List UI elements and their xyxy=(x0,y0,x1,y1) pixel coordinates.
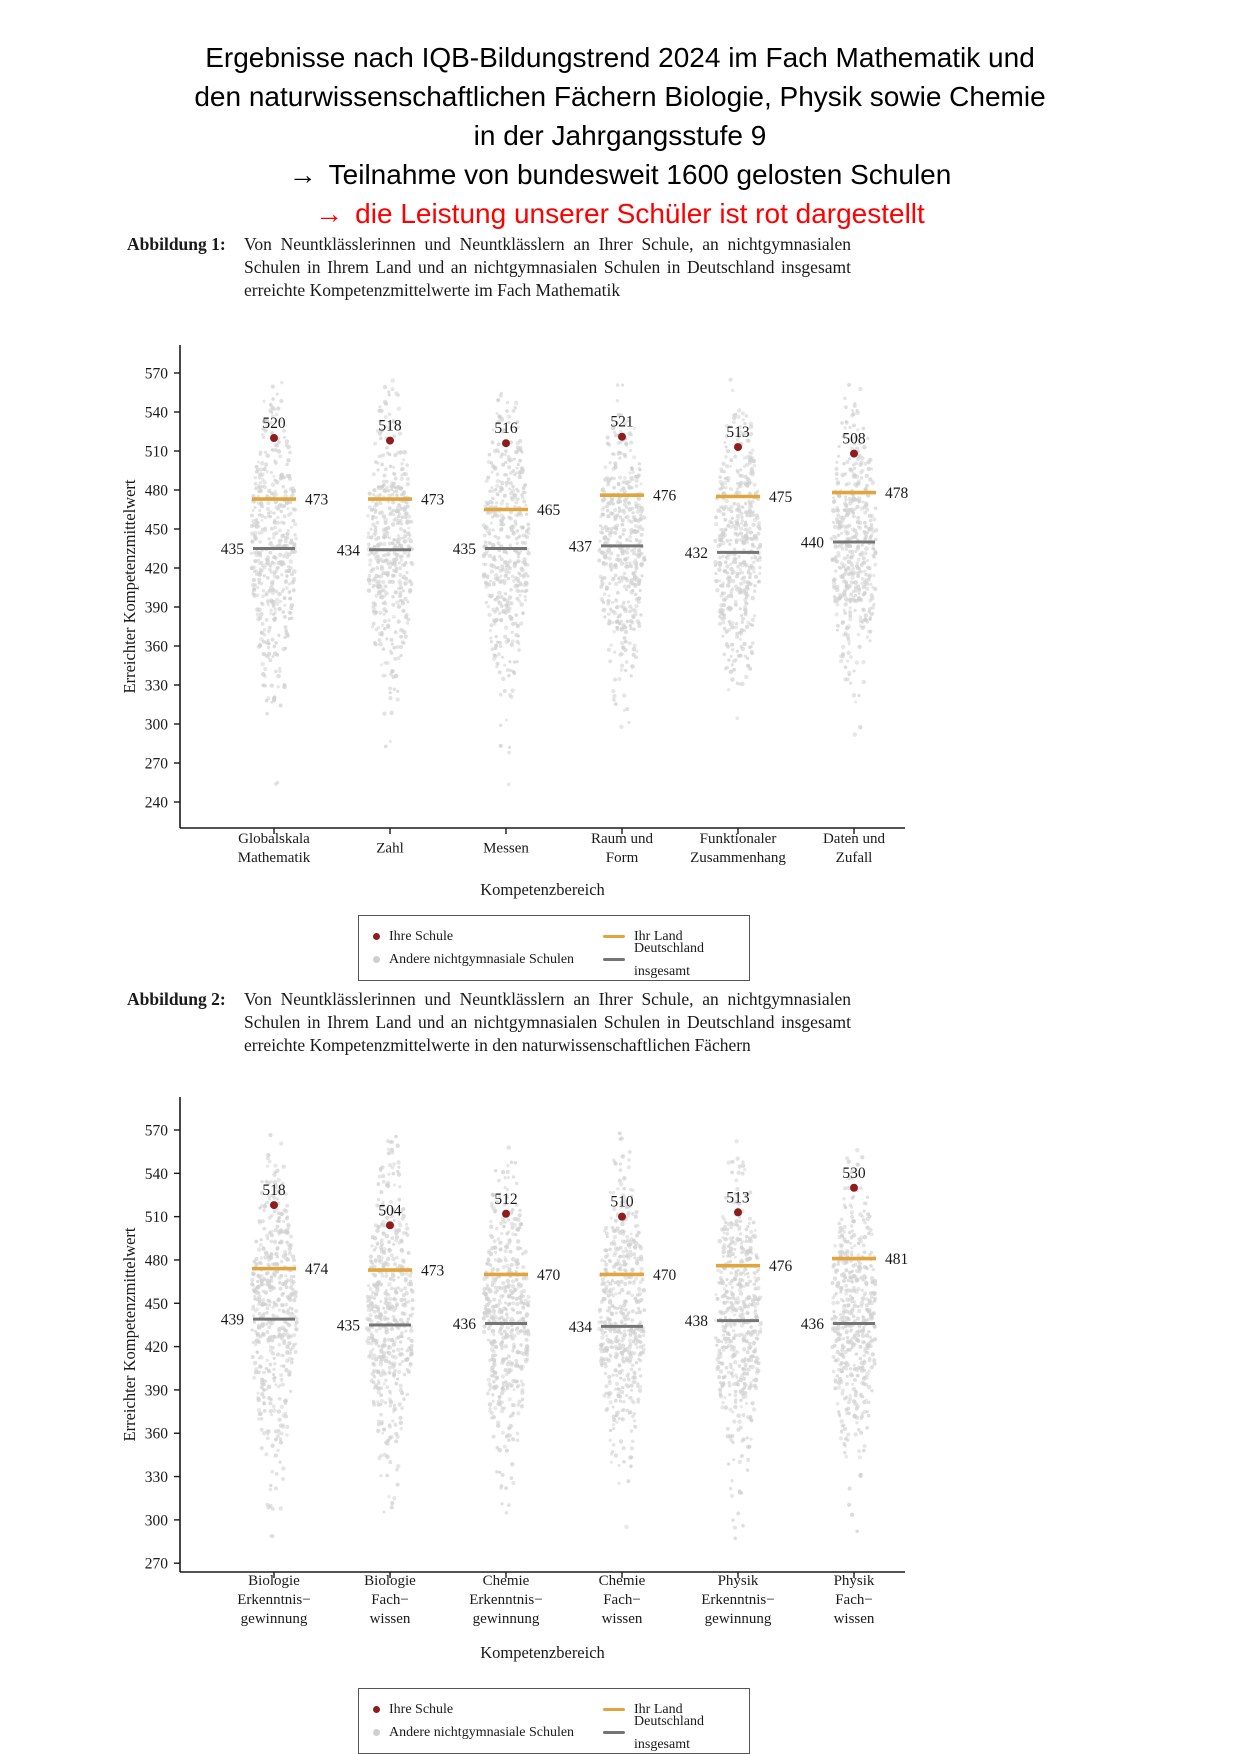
land-mean-label: 473 xyxy=(305,491,329,509)
school-mean-dot xyxy=(618,433,626,441)
germany-mean-label: 434 xyxy=(336,542,360,560)
land-mean-label: 478 xyxy=(885,485,909,503)
page-title-line-2: den naturwissenschaftlichen Fächern Biologie, Physik sowie Chemie xyxy=(194,81,1046,112)
germany-line-icon xyxy=(603,958,625,962)
y-tick-label: 420 xyxy=(144,560,168,578)
y-tick-label: 570 xyxy=(144,1122,168,1140)
beeswarm-3 xyxy=(597,1131,646,1529)
school-mean-dot xyxy=(850,1184,858,1192)
germany-mean-label: 436 xyxy=(452,1315,476,1333)
legend-label: Ihr Land xyxy=(634,929,683,944)
y-tick-label: 570 xyxy=(144,365,168,383)
legend-label: Andere nichtgymnasiale Schulen xyxy=(389,952,575,967)
legend-column xyxy=(603,1698,737,1752)
y-tick-label: 390 xyxy=(144,599,168,617)
y-tick-label: 270 xyxy=(144,1555,168,1573)
note-participation xyxy=(0,155,1240,194)
land-mean-label: 474 xyxy=(305,1261,329,1279)
school-mean-dot xyxy=(502,439,510,447)
x-category-label: Chemie Erkenntnis− gewinnung xyxy=(469,1573,543,1627)
page-title-line-3: in der Jahrgangsstufe 9 xyxy=(473,120,767,151)
legend-column xyxy=(373,1698,603,1744)
y-tick-label: 300 xyxy=(144,716,168,734)
germany-mean-label: 438 xyxy=(684,1313,708,1331)
germany-mean-label: 435 xyxy=(220,541,244,558)
y-tick-label: 510 xyxy=(144,1209,168,1227)
germany-mean-label: 432 xyxy=(684,544,708,562)
legend-item-germany xyxy=(603,940,737,979)
figure2-label: Abbildung 2: xyxy=(127,989,226,1009)
school-mean-label: 518 xyxy=(262,1182,286,1200)
legend-item-others xyxy=(373,1721,603,1744)
x-category-label: Physik Erkenntnis− gewinnung xyxy=(701,1573,775,1627)
x-category-label: Messen xyxy=(483,840,529,857)
y-tick-label: 540 xyxy=(144,1165,168,1183)
beeswarm-2 xyxy=(482,392,531,787)
legend-label: Deutschland insgesamt xyxy=(634,1713,704,1752)
x-category-label: Globalskala Mathematik xyxy=(237,831,311,866)
legend-label: Ihre Schule xyxy=(389,1702,454,1717)
beeswarm-5 xyxy=(830,1148,877,1533)
others-dot-icon xyxy=(373,956,380,963)
school-dot-icon xyxy=(373,933,380,940)
land-line-icon xyxy=(603,935,625,939)
note-participation-text: Teilnahme von bundesweit 1600 gelosten Schulen xyxy=(328,159,952,190)
school-mean-label: 530 xyxy=(842,1164,866,1182)
school-mean-dot xyxy=(270,434,278,442)
page-header xyxy=(0,38,1240,233)
y-tick-label: 540 xyxy=(144,404,168,422)
land-mean-label: 481 xyxy=(885,1251,909,1269)
note-red-highlight xyxy=(0,194,1240,233)
legend-label: Ihr Land xyxy=(634,1702,683,1717)
legend-item-germany xyxy=(603,1713,737,1752)
y-tick-label: 480 xyxy=(144,1252,168,1270)
y-tick-label: 270 xyxy=(144,755,168,773)
x-category-label: Daten und Zufall xyxy=(822,831,886,866)
y-tick-label: 300 xyxy=(144,1512,168,1530)
y-tick-label: 510 xyxy=(144,443,168,461)
legend-label: Deutschland insgesamt xyxy=(634,940,704,979)
school-mean-dot xyxy=(270,1201,278,1209)
y-tick-label: 360 xyxy=(144,1425,168,1443)
y-tick-label: 330 xyxy=(144,677,168,695)
legend-label: Ihre Schule xyxy=(389,929,454,944)
math-competence-chart xyxy=(95,330,975,915)
chart1-legend xyxy=(358,915,750,981)
x-axis-title: Kompetenzbereich xyxy=(480,1643,605,1662)
x-category-label: Biologie Erkenntnis− gewinnung xyxy=(237,1573,311,1627)
school-mean-dot xyxy=(850,450,858,458)
school-mean-dot xyxy=(386,437,394,445)
figure1-caption xyxy=(127,233,851,302)
y-tick-label: 450 xyxy=(144,1295,168,1313)
note-red-text: die Leistung unserer Schüler ist rot dargestellt xyxy=(355,198,925,229)
x-axis-title: Kompetenzbereich xyxy=(480,880,605,899)
page-title-line-1: Ergebnisse nach IQB-Bildungstrend 2024 im Fach Mathematik und xyxy=(205,42,1035,73)
y-tick-label: 450 xyxy=(144,521,168,539)
x-category-label: Physik Fach− wissen xyxy=(833,1573,875,1627)
land-mean-label: 470 xyxy=(653,1266,677,1284)
land-mean-label: 475 xyxy=(769,489,793,506)
x-category-label: Biologie Fach− wissen xyxy=(364,1573,416,1627)
school-mean-label: 518 xyxy=(378,417,402,435)
land-mean-label: 473 xyxy=(421,491,445,509)
germany-mean-label: 435 xyxy=(452,541,476,558)
germany-line-icon xyxy=(603,1731,625,1735)
legend-item-school xyxy=(373,1698,603,1721)
figure1-label: Abbildung 1: xyxy=(127,234,226,254)
legend-column xyxy=(373,925,603,971)
land-line-icon xyxy=(603,1708,625,1712)
school-mean-label: 510 xyxy=(610,1193,634,1211)
y-tick-label: 480 xyxy=(144,482,168,500)
school-dot-icon xyxy=(373,1706,380,1713)
germany-mean-label: 437 xyxy=(568,538,592,556)
legend-column xyxy=(603,925,737,979)
right-arrow-icon: → xyxy=(288,159,317,190)
school-mean-label: 516 xyxy=(494,420,518,438)
x-category-label: Raum und Form xyxy=(590,831,654,866)
school-mean-dot xyxy=(734,1208,742,1216)
x-category-label: Zahl xyxy=(376,840,404,857)
y-axis-title: Erreichter Kompetenzmittelwert xyxy=(120,1227,139,1442)
science-competence-chart xyxy=(95,1085,975,1685)
y-tick-label: 390 xyxy=(144,1382,168,1400)
germany-mean-label: 439 xyxy=(220,1311,244,1329)
germany-mean-label: 440 xyxy=(800,534,824,552)
x-category-label: Chemie Fach− wissen xyxy=(598,1573,646,1627)
school-mean-label: 521 xyxy=(610,413,634,431)
school-mean-label: 520 xyxy=(262,415,286,432)
y-tick-label: 360 xyxy=(144,638,168,656)
legend-item-others xyxy=(373,948,603,971)
figure2-caption-text: Von Neuntklässlerinnen und Neuntklässlern an Ihrer Schule, an nichtgymnasialen Schulen in Ihrem Land und an nichtgymnasialen Schulen in Deutschland insgesamt erreichte Kompetenzmittelwerte in den naturwissenschaftlichen Fächern xyxy=(244,989,851,1055)
y-tick-label: 420 xyxy=(144,1339,168,1357)
school-mean-label: 504 xyxy=(378,1202,402,1220)
others-dot-icon xyxy=(373,1729,380,1736)
y-tick-label: 330 xyxy=(144,1469,168,1487)
land-mean-label: 476 xyxy=(653,487,677,505)
school-mean-label: 513 xyxy=(726,1189,750,1207)
land-mean-label: 470 xyxy=(537,1266,561,1284)
y-tick-label: 240 xyxy=(144,794,168,812)
right-arrow-icon: → xyxy=(315,198,344,229)
legend-label: Andere nichtgymnasiale Schulen xyxy=(389,1725,575,1740)
figure1-caption-text: Von Neuntklässlerinnen und Neuntklässlern an Ihrer Schule, an nichtgymnasialen Schulen in Ihrem Land und an nichtgymnasialen Schulen in Deutschland insgesamt erreichte Kompetenzmittelwerte im Fach Mathematik xyxy=(244,234,851,300)
y-axis-title: Erreichter Kompetenzmittelwert xyxy=(120,479,139,694)
land-mean-label: 465 xyxy=(537,502,561,519)
school-mean-label: 508 xyxy=(842,430,866,448)
school-mean-dot xyxy=(734,443,742,451)
school-mean-dot xyxy=(386,1221,394,1229)
legend-item-school xyxy=(373,925,603,948)
figure2-caption xyxy=(127,988,851,1057)
x-category-label: Funktionaler Zusammenhang xyxy=(690,831,786,866)
germany-mean-label: 434 xyxy=(568,1318,592,1336)
school-mean-label: 512 xyxy=(494,1190,518,1208)
germany-mean-label: 436 xyxy=(800,1315,824,1333)
chart2-legend xyxy=(358,1688,750,1754)
school-mean-dot xyxy=(618,1213,626,1221)
germany-mean-label: 435 xyxy=(336,1317,360,1335)
land-mean-label: 476 xyxy=(769,1258,793,1276)
school-mean-label: 513 xyxy=(726,424,750,442)
land-mean-label: 473 xyxy=(421,1262,445,1280)
school-mean-dot xyxy=(502,1210,510,1218)
